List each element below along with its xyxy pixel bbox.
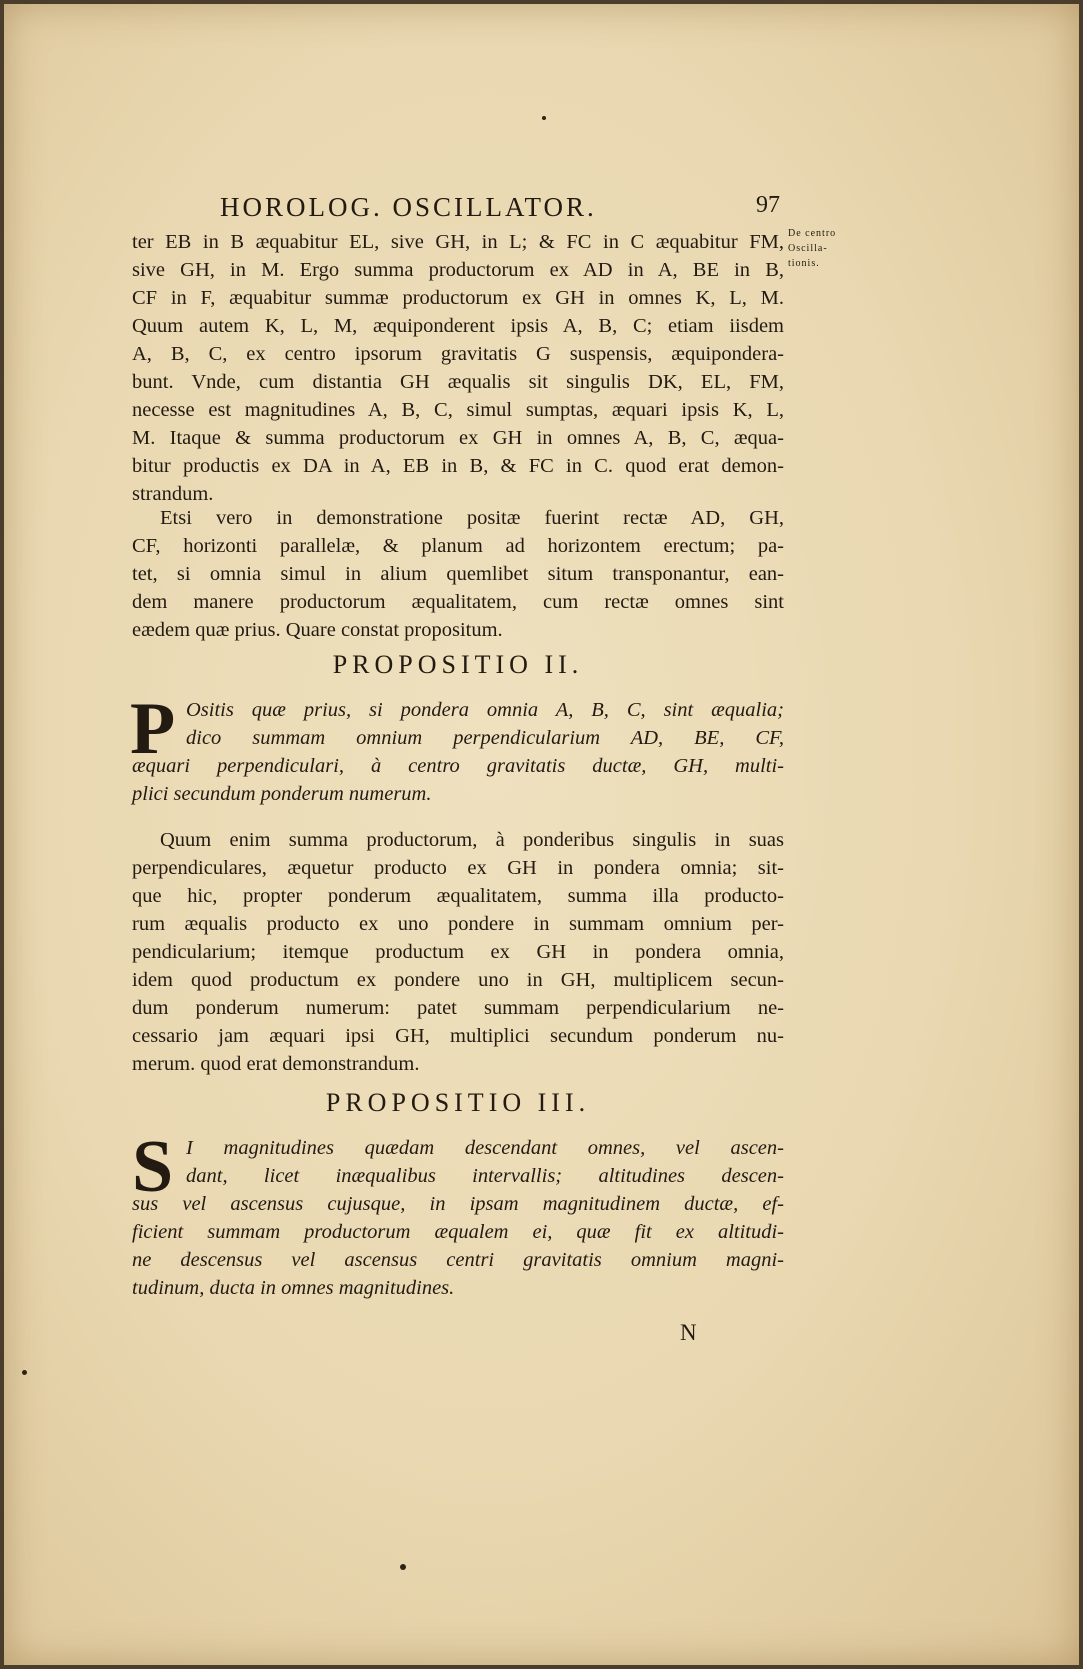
text-line: sus vel ascensus cujusque, in ipsam magnitudinem ductæ, ef-: [132, 1193, 784, 1215]
proposition-statement: [130, 688, 784, 808]
ink-spot: [542, 116, 546, 120]
text-line: CF, horizonti parallelæ, & planum ad horizontem erectum; pa-: [132, 535, 784, 557]
text-line: tudinum, ducta in omnes magnitudines.: [132, 1277, 455, 1299]
margin-note: [788, 226, 878, 271]
proposition-heading: PROPOSITIO II.: [332, 650, 584, 679]
text-line: sive GH, in M. Ergo summa productorum ex AD in A, BE in B,: [132, 259, 784, 281]
text-line: Etsi vero in demonstratione positæ fuerint rectæ AD, GH,: [160, 507, 784, 529]
text-line: strandum.: [132, 483, 214, 505]
proposition-proof: [132, 826, 784, 1078]
paragraph-continuation: [132, 228, 784, 508]
page-number: 97: [756, 192, 780, 218]
running-title: HOROLOG. OSCILLATOR.: [220, 192, 597, 222]
paragraph-remark: [132, 504, 784, 644]
text-line: idem quod productum ex pondere uno in GH, multiplicem secun-: [132, 969, 784, 991]
text-line: Quum autem K, L, M, æquiponderent ipsis A, B, C; etiam iisdem: [132, 315, 784, 337]
signature-mark: N: [680, 1320, 697, 1345]
proposition-heading: PROPOSITIO III.: [325, 1088, 591, 1117]
ink-spot: [22, 1370, 27, 1375]
book-page: [4, 4, 1079, 1665]
text-line: plici secundum ponderum numerum.: [132, 783, 432, 805]
text-line: eædem quæ prius. Quare constat propositum.: [132, 619, 503, 641]
text-line: que hic, propter ponderum æqualitatem, summa illa producto-: [132, 885, 784, 907]
text-line: pendicularium; itemque productum ex GH in pondera omnia,: [132, 941, 784, 963]
text-line: Quum enim summa productorum, à ponderibus singulis in suas: [160, 829, 784, 851]
proposition-statement: [132, 1126, 784, 1302]
text-line: bunt. Vnde, cum distantia GH æqualis sit singulis DK, EL, FM,: [132, 371, 784, 393]
margin-note-line: Oscilla-: [788, 243, 828, 254]
margin-note-line: tionis.: [788, 258, 820, 269]
text-line: æquari perpendiculari, à centro gravitatis ductæ, GH, multi-: [132, 755, 784, 777]
text-line: necesse est magnitudines A, B, C, simul sumptas, æquari ipsis K, L,: [132, 399, 784, 421]
text-line: dem manere productorum æqualitatem, cum rectæ omnes sint: [132, 591, 784, 613]
margin-note-line: De centro: [788, 228, 837, 239]
ink-spot: [400, 1564, 406, 1570]
text-line: ficient summam productorum æqualem ei, quæ fit ex altitudi-: [132, 1221, 784, 1243]
page-header: [220, 192, 780, 228]
text-line: ter EB in B æquabitur EL, sive GH, in L; & FC in C æquabitur FM,: [132, 231, 784, 253]
text-line: M. Itaque & summa productorum ex GH in omnes A, B, C, æqua-: [132, 427, 784, 449]
text-line: rum æqualis producto ex uno pondere in summam omnium per-: [132, 913, 784, 935]
text-line: bitur productis ex DA in A, EB in B, & FC in C. quod erat demon-: [132, 455, 784, 477]
drop-cap: S: [132, 1126, 174, 1208]
text-line: dant, licet inæqualibus intervallis; altitudines descen-: [186, 1165, 784, 1187]
text-line: merum. quod erat demonstrandum.: [132, 1053, 420, 1075]
text-line: dum ponderum numerum: patet summam perpendicularium ne-: [132, 997, 784, 1019]
text-line: dico summam omnium perpendicularium AD, BE, CF,: [186, 727, 784, 749]
text-line: tet, si omnia simul in alium quemlibet situm transponantur, ean-: [132, 563, 784, 585]
text-line: I magnitudines quædam descendant omnes, vel ascen-: [186, 1137, 784, 1159]
text-line: perpendiculares, æquetur producto ex GH in pondera omnia; sit-: [132, 857, 784, 879]
drop-cap: P: [130, 688, 176, 770]
text-line: cessario jam æquari ipsi GH, multiplici secundum ponderum nu-: [132, 1025, 784, 1047]
text-line: ne descensus vel ascensus centri gravitatis omnium magni-: [132, 1249, 784, 1271]
text-line: Ositis quæ prius, si pondera omnia A, B, C, sint æqualia;: [186, 699, 784, 721]
text-line: A, B, C, ex centro ipsorum gravitatis G suspensis, æquipondera-: [132, 343, 784, 365]
text-line: CF in F, æquabitur summæ productorum ex GH in omnes K, L, M.: [132, 287, 784, 309]
